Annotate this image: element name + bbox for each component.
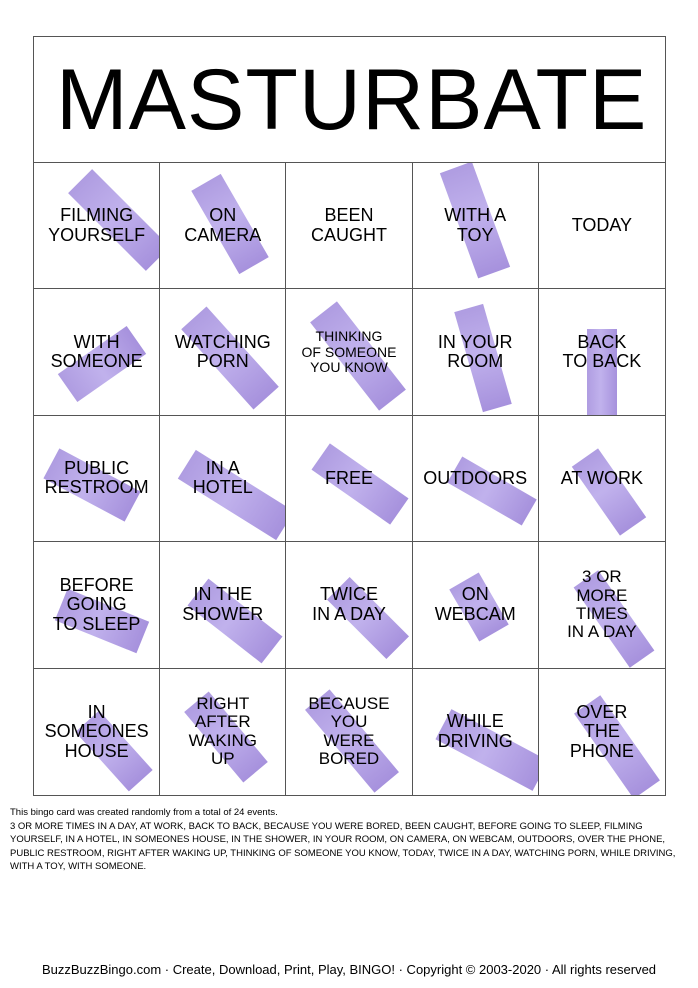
- cell-label: 3 OR MORE TIMES IN A DAY: [567, 567, 637, 642]
- cell-label: ON CAMERA: [184, 205, 262, 245]
- cell-label: TODAY: [571, 214, 633, 235]
- cell-label: OVER THE PHONE: [569, 701, 634, 761]
- bingo-cell[interactable]: [413, 163, 539, 289]
- bingo-cell[interactable]: [539, 163, 665, 289]
- bingo-cell[interactable]: [160, 669, 286, 795]
- events-list-line: YOURSELF, IN A HOTEL, IN SOMEONES HOUSE, IN THE SHOWER, IN YOUR ROOM, ON CAMERA, ON WEBCAM, OUTDOORS, OVER THE PHONE,: [10, 834, 666, 845]
- cell-label: IN SOMEONES HOUSE: [44, 701, 149, 761]
- bingo-cell[interactable]: [286, 416, 412, 542]
- cell-label: BECAUSE YOU WERE BORED: [308, 694, 390, 769]
- bingo-cell[interactable]: [413, 542, 539, 668]
- bingo-cell[interactable]: [413, 289, 539, 415]
- cell-label: WHILE DRIVING: [437, 711, 513, 751]
- bingo-grid: [34, 163, 665, 795]
- cell-label: TWICE IN A DAY: [312, 584, 386, 624]
- cell-label: WATCHING PORN: [174, 331, 271, 372]
- bingo-card: [33, 36, 666, 796]
- bingo-cell[interactable]: [286, 669, 412, 795]
- bingo-cell[interactable]: [34, 542, 160, 668]
- bingo-cell[interactable]: [286, 163, 412, 289]
- cell-label: WITH SOMEONE: [50, 331, 143, 372]
- cell-label: IN THE SHOWER: [182, 584, 264, 624]
- cell-label: OUTDOORS: [423, 467, 528, 488]
- bingo-cell[interactable]: [34, 163, 160, 289]
- bingo-cell[interactable]: [160, 416, 286, 542]
- cell-label: PUBLIC RESTROOM: [44, 458, 149, 498]
- bingo-cell[interactable]: [413, 669, 539, 795]
- cell-label: BEEN CAUGHT: [310, 205, 387, 245]
- cell-label: BACK TO BACK: [562, 331, 642, 372]
- bingo-cell[interactable]: [160, 542, 286, 668]
- cell-label: IN YOUR ROOM: [437, 331, 513, 372]
- title-row: [34, 37, 665, 163]
- bingo-cell[interactable]: [34, 669, 160, 795]
- bingo-cell[interactable]: [539, 416, 665, 542]
- bingo-cell[interactable]: [413, 416, 539, 542]
- events-list-line: 3 OR MORE TIMES IN A DAY, AT WORK, BACK TO BACK, BECAUSE YOU WERE BORED, BEEN CAUGHT, BEFORE GOING TO SLEEP, FILMING: [10, 820, 643, 832]
- cell-label: THINKING OF SOMEONE YOU KNOW: [301, 328, 397, 375]
- card-title: MASTURBATE: [56, 52, 648, 148]
- copyright-footer: BuzzBuzzBingo.com · Create, Download, Print, Play, BINGO! · Copyright © 2003-2020 · All rights reserved: [41, 962, 657, 977]
- cell-label: ON WEBCAM: [434, 584, 516, 624]
- cell-label: BEFORE GOING TO SLEEP: [52, 574, 141, 634]
- cell-label: AT WORK: [560, 467, 644, 488]
- bingo-cell[interactable]: [160, 163, 286, 289]
- events-note: [10, 806, 690, 874]
- events-list-line: PUBLIC RESTROOM, RIGHT AFTER WAKING UP, THINKING OF SOMEONE YOU KNOW, TODAY, TWICE IN A DAY, WATCHING PORN, WHILE DRIVING,: [10, 847, 676, 859]
- bingo-cell[interactable]: [286, 542, 412, 668]
- events-list-line: WITH A TOY, WITH SOMEONE.: [10, 861, 147, 872]
- cell-label: IN A HOTEL: [192, 458, 253, 498]
- bingo-cell[interactable]: [160, 289, 286, 415]
- bingo-cell[interactable]: [286, 289, 412, 415]
- cell-label: RIGHT AFTER WAKING UP: [188, 694, 257, 769]
- bingo-cell[interactable]: [539, 542, 665, 668]
- bingo-cell[interactable]: [539, 669, 665, 795]
- cell-label: WITH A TOY: [444, 205, 507, 245]
- bingo-cell[interactable]: [34, 416, 160, 542]
- bingo-cell[interactable]: [539, 289, 665, 415]
- cell-label: FILMING YOURSELF: [48, 205, 146, 245]
- events-intro: This bingo card was created randomly from a total of 24 events.: [10, 807, 278, 818]
- bingo-cell[interactable]: [34, 289, 160, 415]
- cell-label: FREE: [324, 467, 373, 488]
